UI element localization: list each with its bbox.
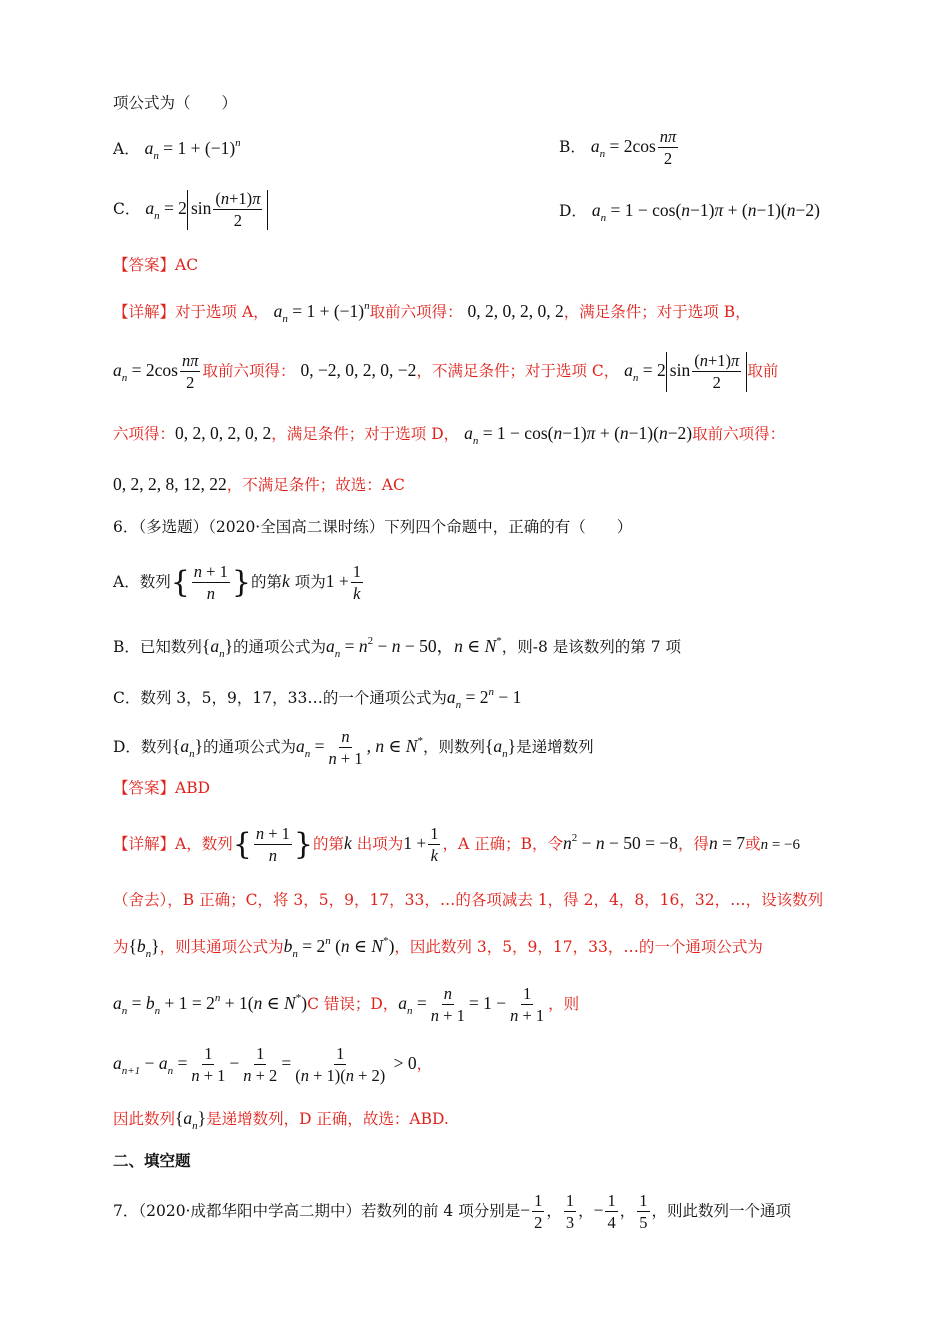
q5-detail-line3: 六项得：0, 2, 0, 2, 0, 2，满足条件；对于选项 D， $a_n = 1 - \cos(n-1)\pi + (n-1)(n-2)$取前六项得： [113, 423, 786, 447]
q5-detail-line2: $a_n = 2\cos$ $\frac{n\pi}{2}$ 取前六项得： 0, −2, 0, 2, 0, −2，不满足条件；对于选项 C， $a_n = 2$ sin $\frac{(n+1)\pi}{2}$ 取前 [113, 351, 779, 393]
q6-detail-line2: （舍去），B 正确；C，将 3，5，9，17，33，…的各项减去 1，得 2，4，8，16，32，…，设该数列 [113, 891, 824, 909]
q6-stem: 6．（多选题）（2020·全国高二课时练）下列四个命题中，正确的有（ ） [113, 518, 633, 536]
section-title: 二、填空题 [113, 1152, 191, 1170]
q5-option-a-row [113, 127, 840, 169]
q5-answer: 【答案】AC [113, 256, 199, 274]
q6-answer: 【答案】ABD [113, 779, 211, 797]
q6-option-d: D．数列$\{a_n\}$的通项公式为$a_n$ = $\frac{n}{n + 1}$ , n ∈ N*，则数列$\{a_n\}$是递增数列 [113, 727, 594, 769]
q6-detail-line4: $a_n = b_n + 1 = 2^n + 1(n$ ∈ N*)C 错误；D，$a_n$ = $\frac{n}{n + 1}$ = 1 − $\frac{1}{n + 1}$ ，则 [113, 984, 580, 1026]
q6-detail-line5: $a_{n+1} - a_n$ = $\frac{1}{n + 1}$ − $\frac{1}{n + 2}$ = $\frac{1}{(n + 1)(n + 2)}$ > 0， [113, 1044, 433, 1086]
q5-option-c-row [113, 190, 840, 230]
q5-option-b: B． $a_n = 2\cos$ $\frac{n\pi}{2}$ [559, 127, 677, 169]
q6-detail-line6: 因此数列$\{a_n\}$是递增数列，D 正确，故选：ABD. [113, 1108, 449, 1132]
q6-option-a: A．数列{ $\frac{n + 1}{n}$ }的第k 项为1 + $\frac{1}{k}$ [113, 562, 361, 604]
q5-detail-line4: 0, 2, 2, 8, 12, 22，不满足条件；故选：AC [113, 474, 405, 494]
q6-option-c: C．数列 3，5，9，17，33…的一个通项公式为$a_n = 2^n - 1$ [113, 686, 522, 711]
q5-option-d: D． $a_n = 1 - \cos(n-1)\pi + (n-1)(n-2)$ [559, 200, 820, 224]
q7-stem: 7．（2020·成都华阳中学高二期中）若数列的前 4 项分别是− $\frac{1}{2}$ ， $\frac{1}{3}$ ，− $\frac{1}{4}$ ， $\frac{1}{5}$ ，则此数列一个通项 [113, 1191, 792, 1233]
q6-detail-line3: 为$\{b_n\}$，则其通项公式为$b_n = 2^n$ (n ∈ N*)，因此数列 3，5，9，17，33，…的一个通项公式为 [113, 935, 763, 960]
q5-option-c: C． $a_n = 2$ sin $\frac{(n+1)\pi}{2}$ [113, 200, 268, 218]
q5-stem-tail: 项公式为（ ） [113, 94, 238, 112]
q6-detail-line1: 【详解】A，数列{ $\frac{n + 1}{n}$ }的第k 出项为1 + $\frac{1}{k}$ ，A 正确；B，令$n^2 - n - 50 = -8$，得n = 7或n = −6 [113, 824, 801, 866]
q5-detail-line1: 【详解】对于选项 A， $a_n = 1 + (-1)^n$取前六项得： 0, 2, 0, 2, 0, 2，满足条件；对于选项 B， [113, 300, 751, 325]
q5-option-a: A． $a_n = 1 + (-1)^n$ [113, 137, 241, 162]
q6-option-b: B．已知数列$\{a_n\}$的通项公式为$a_n = n^2 - n - 50$，n ∈ N*，则-8 是该数列的第 7 项 [113, 635, 682, 660]
